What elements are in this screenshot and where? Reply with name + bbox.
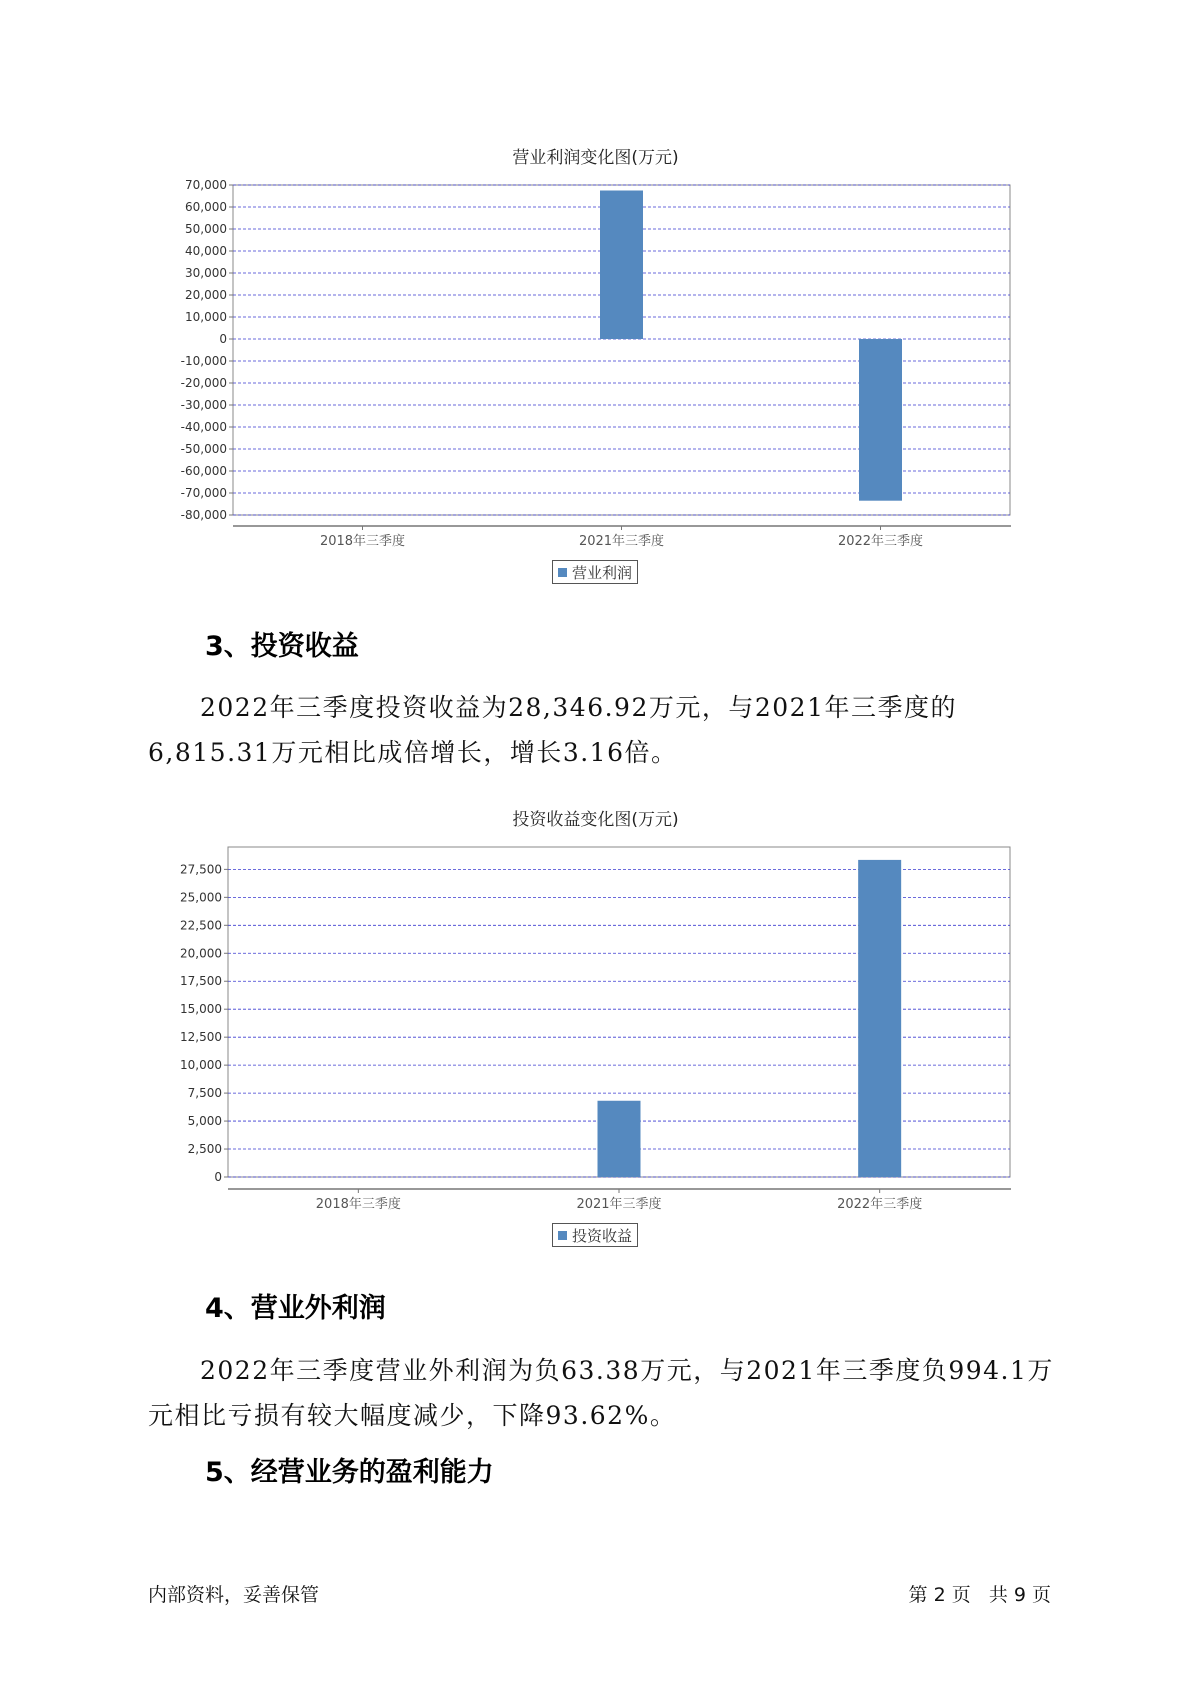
y-tick-label: 0	[219, 332, 227, 346]
x-tick-label: 2018年三季度	[319, 534, 406, 549]
bar	[858, 860, 901, 1177]
y-tick-label: 60,000	[185, 200, 227, 214]
x-tick-label: 2021年三季度	[578, 534, 665, 549]
y-tick-label: 20,000	[185, 288, 227, 302]
y-tick-label: -20,000	[180, 376, 227, 390]
y-tick-label: 12,500	[180, 1030, 222, 1045]
y-tick-label: 30,000	[185, 266, 227, 280]
y-tick-label: 7,500	[187, 1086, 222, 1101]
x-tick-label: 2022年三季度	[837, 534, 924, 549]
y-tick-label: -40,000	[180, 420, 227, 434]
y-tick-label: -50,000	[180, 442, 227, 456]
y-tick-label: -60,000	[180, 464, 227, 478]
footer-page-number: 第 2 页 共 9 页	[908, 1584, 1051, 1606]
y-tick-label: 50,000	[185, 222, 227, 236]
y-tick-label: -30,000	[180, 398, 227, 412]
chart2-title: 投资收益变化图(万元)	[512, 810, 679, 830]
legend-swatch	[558, 1231, 567, 1240]
section3-text: 2022年三季度投资收益为28,346.92万元，与2021年三季度的6,815.31万元相比成倍增长，增长3.16倍。	[148, 693, 957, 767]
y-tick-label: 27,500	[180, 862, 222, 877]
footer-confidential: 内部资料，妥善保管	[148, 1584, 320, 1606]
y-tick-label: 10,000	[185, 310, 227, 324]
section4-text: 2022年三季度营业外利润为负63.38万元，与2021年三季度负994.1万元相比亏损有较大幅度减少，下降93.62%。	[148, 1356, 1054, 1430]
section3-heading: 3、投资收益	[205, 631, 359, 662]
y-tick-label: 0	[214, 1170, 222, 1184]
chart2-legend	[552, 1223, 638, 1247]
x-tick-label: 2018年三季度	[315, 1197, 401, 1212]
x-tick-label: 2021年三季度	[576, 1197, 662, 1212]
y-tick-label: 15,000	[180, 1002, 222, 1017]
y-tick-label: 20,000	[180, 946, 222, 961]
y-tick-label: 70,000	[185, 178, 227, 192]
chart2-legend-label: 投资收益	[572, 1226, 633, 1245]
y-tick-label: 40,000	[185, 244, 227, 258]
chart1-title: 营业利润变化图(万元)	[512, 148, 679, 168]
y-tick-label: 2,500	[187, 1142, 222, 1157]
y-tick-label: 22,500	[180, 918, 222, 933]
section4-paragraph	[148, 1348, 1068, 1438]
x-tick-label: 2022年三季度	[837, 1197, 923, 1212]
y-tick-label: -10,000	[180, 354, 227, 368]
bar	[598, 1101, 641, 1177]
chart1-legend-label: 营业利润	[572, 563, 633, 582]
y-tick-label: 17,500	[180, 974, 222, 989]
section4-heading: 4、营业外利润	[205, 1293, 386, 1324]
y-tick-label: 5,000	[187, 1114, 222, 1129]
y-tick-label: -70,000	[180, 486, 227, 500]
y-tick-label: 10,000	[180, 1058, 222, 1073]
y-tick-label: -80,000	[180, 508, 227, 522]
y-tick-label: 25,000	[180, 890, 222, 905]
section5-heading: 5、经营业务的盈利能力	[205, 1457, 494, 1488]
